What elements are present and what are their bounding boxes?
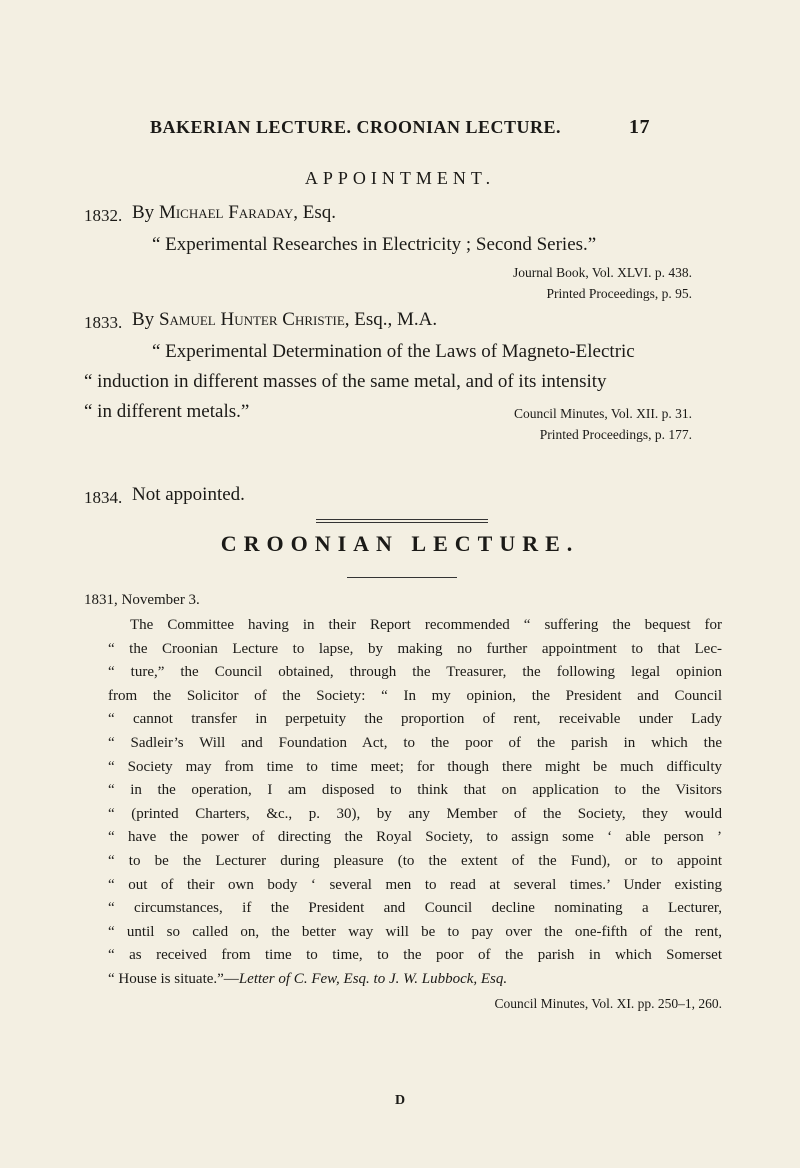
appointment-entry-1832 [84,202,724,301]
page-number: 17 [629,116,650,138]
body-line: “ in the operation, I am disposed to think that on application to the Visitors [108,782,722,799]
body-line: “ until so called on, the better way will be to pay over the one-fifth of the rent, [108,923,722,940]
reference: Journal Book, Vol. XLVI. p. 438. [512,265,692,280]
body-line: “ to be the Lecturer during pleasure (to the extent of the Fund), or to appoint [108,852,722,869]
body-line: from the Solicitor of the Society: “ In my opinion, the President and Council [108,687,722,704]
appointment-entry-1833 [84,309,724,469]
entry-author-line: By Samuel Hunter Christie, Esq., M.A. [132,309,438,330]
body-line: “ (printed Charters, &c., p. 30), by any Member of the Society, they would [108,805,722,822]
author-name: Samuel Hunter Christie [158,309,345,330]
signature-mark: D [394,1093,406,1108]
croonian-reference: Council Minutes, Vol. XI. pp. 250–1, 260. [494,995,722,1011]
body-line: “ out of their own body ‘ several men to read at several times.’ Under existing [108,876,722,893]
running-title: BAKERIAN LECTURE. CROONIAN LECTURE. [150,117,562,137]
lecture-title-line: “ in different metals.” [84,401,250,422]
entry-year: 1832. [84,206,123,225]
lecture-title-line: “ induction in different masses of the same metal, and of its intensity [84,371,607,392]
reference: Council Minutes, Vol. XII. p. 31. [513,406,692,421]
entry-year: 1834. [84,488,123,507]
body-line: “ ture,” the Council obtained, through the Treasurer, the following legal opinion [108,664,722,681]
divider-rule [347,577,457,578]
body-line: “ as received from time to time, to the poor of the parish in which Somerset [108,947,722,964]
appointment-heading: APPOINTMENT. [304,168,496,188]
reference: Printed Proceedings, p. 95. [546,286,692,301]
body-line: “ Sadleir’s Will and Foundation Act, to the poor of the parish in which the [108,734,722,751]
body-line: “ the Croonian Lecture to lapse, by making no further appointment to that Lec- [108,640,722,657]
body-line-last: “ House is situate.”—Letter of C. Few, Esq. to J. W. Lubbock, Esq. [108,970,508,987]
body-line: “ cannot transfer in perpetuity the proportion of rent, receivable under Lady [108,711,722,728]
lecture-title-line: “ Experimental Determination of the Laws of Magneto-Electric [152,341,635,362]
divider-rule [316,522,488,523]
body-line: “ have the power of directing the Royal Society, to assign some ‘ able person ’ [108,829,722,846]
croonian-body [108,614,722,1015]
body-line: “ circumstances, if the President and Council decline nominating a Lecturer, [108,900,722,917]
running-header [150,116,650,139]
lecture-title: “ Experimental Researches in Electricity ; Second Series.” [152,234,597,255]
entry-text: Not appointed. [132,484,245,505]
body-line: “ Society may from time to time meet; for though there might be much difficulty [108,758,722,775]
croonian-date: 1831, November 3. [84,592,200,608]
divider-rule [316,519,488,520]
reference: Printed Proceedings, p. 177. [539,427,692,442]
appointment-entry-1834 [84,484,724,514]
author-name: Michael Faraday [158,202,294,223]
entry-year: 1833. [84,313,123,332]
croonian-heading: CROONIAN LECTURE. [220,531,580,556]
body-line: The Committee having in their Report recommended “ suffering the bequest for [130,617,722,633]
letter-citation: Letter of C. Few, Esq. to J. W. Lubbock, Esq. [238,970,508,987]
entry-author-line: By Michael Faraday, Esq. [132,202,336,223]
